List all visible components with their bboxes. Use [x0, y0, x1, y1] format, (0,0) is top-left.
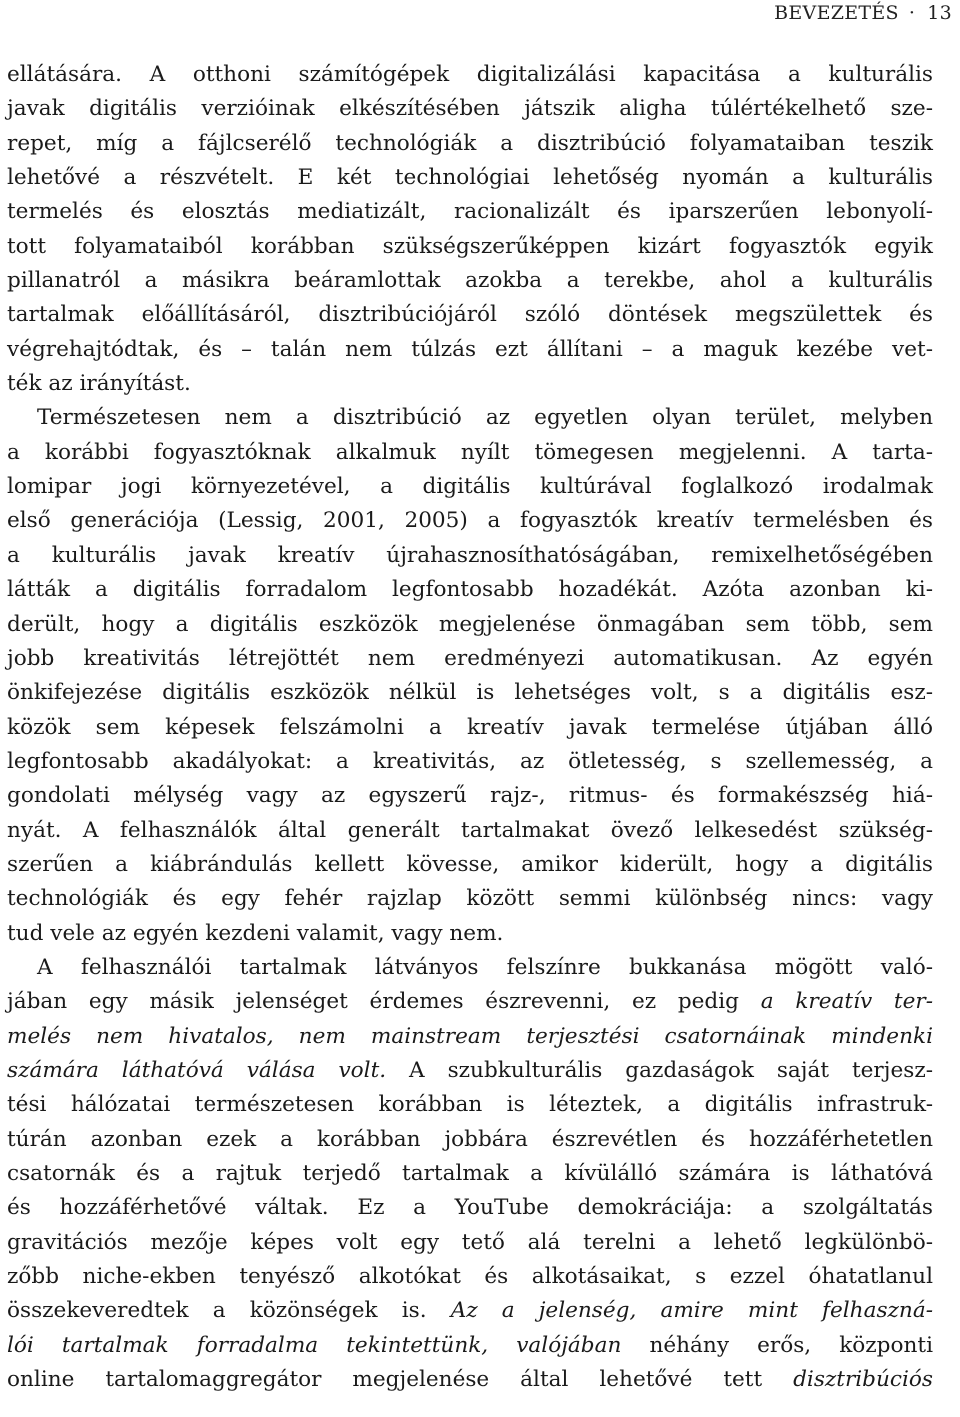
text-segment: szerűen a kiábrándulás kellett kövesse, amikor kiderült, hogy a digitális: [7, 851, 933, 877]
paragraph: [7, 58, 933, 401]
text-segment: jában egy másik jelenséget érdemes észrevenni, ez pedig: [7, 989, 761, 1015]
text-line: [7, 1329, 933, 1363]
text-line: [7, 1226, 933, 1260]
text-line: [7, 230, 933, 264]
text-line: [7, 985, 933, 1019]
text-segment: önkifejezése digitális eszközök nélkül is lehetséges volt, s a digitális esz-: [7, 680, 933, 706]
text-line: [7, 195, 933, 229]
text-line: [7, 917, 933, 951]
text-line: [7, 127, 933, 161]
text-segment: csatornák és a rajtuk terjedő tartalmak a kívülálló számára is láthatóvá: [7, 1161, 933, 1186]
text-line: [7, 1123, 933, 1157]
text-segment: gondolati mélység vagy az egyszerű rajz-, ritmus- és formakészség hiá-: [7, 783, 933, 809]
text-segment: zőbb niche-ekben tenyésző alkotókat és alkotásaikat, s ezzel óhatatlanul: [7, 1264, 933, 1290]
text-segment: ték az irányítást.: [7, 371, 191, 397]
text-line: [7, 436, 933, 470]
text-line: [7, 608, 933, 642]
text-segment: nyát. A felhasználók által generált tartalmakat övező lelkesedést szükség-: [7, 817, 933, 843]
text-line: [7, 470, 933, 504]
italic-text: melés nem hivatalos, nem mainstream terjesztési csatornáinak mindenki: [7, 1023, 933, 1049]
text-line: [7, 1363, 933, 1397]
page-number: 13: [927, 2, 952, 24]
text-line: [7, 1020, 933, 1054]
text-line: [7, 676, 933, 710]
text-segment: tott folyamataiból korábban szükségszerűképpen kizárt fogyasztók egyik: [7, 233, 933, 259]
text-segment: Természetesen nem a disztribúció az egyetlen olyan terület, melyben: [37, 405, 933, 431]
text-segment: pillanatról a másikra beáramlottak azokba a terekbe, ahol a kulturális: [7, 268, 933, 294]
running-head: [774, 2, 952, 24]
text-segment: online tartalomaggregátor megjelenése által lehetővé tett: [7, 1367, 794, 1393]
running-head-section: BEVEZETÉS: [774, 2, 899, 24]
text-segment: repet, míg a fájlcserélő technológiák a disztribúció folyamataiban teszik: [7, 130, 933, 156]
text-line: [7, 539, 933, 573]
text-line: [7, 161, 933, 195]
text-segment: technológiák és egy fehér rajzlap között semmi különbség nincs: vagy: [7, 886, 933, 912]
text-segment: a korábbi fogyasztóknak alkalmuk nyílt tömegesen megjelenni. A tarta-: [7, 439, 933, 465]
text-line: [7, 951, 933, 985]
text-segment: tud vele az egyén kezdeni valamit, vagy nem.: [7, 920, 504, 946]
text-segment: látták a digitális forradalom legfontosabb hozadékát. Azóta azonban ki-: [7, 577, 933, 603]
italic-text: Az a jelenség, amire mint felhaszná-: [450, 1298, 933, 1324]
text-segment: lehetővé a részvételt. E két technológiai lehetőség nyomán a kulturális: [7, 165, 933, 191]
text-line: [7, 848, 933, 882]
text-line: [7, 1191, 933, 1225]
text-segment: A felhasználói tartalmak látványos felszínre bukkanása mögött való-: [37, 954, 933, 980]
text-line: [7, 298, 933, 332]
text-segment: ellátására. A otthoni számítógépek digitalizálási kapacitása a kulturális: [7, 62, 933, 87]
italic-text: számára láthatóvá válása volt.: [7, 1057, 387, 1083]
running-head-separator: ·: [908, 2, 916, 24]
text-segment: és hozzáférhetővé váltak. Ez a YouTube demokráciája: a szolgáltatás: [7, 1195, 933, 1221]
text-segment: lomipar jogi környezetével, a digitális kultúrával foglalkozó irodalmak: [7, 474, 933, 500]
text-segment: javak digitális verzióinak elkészítésében játszik aligha túlértékelhető sze-: [7, 96, 933, 122]
text-line: [7, 711, 933, 745]
text-segment: tartalmak előállításáról, disztribúciójáról szóló döntések megszülettek és: [7, 302, 933, 328]
text-segment: tési hálózatai természetesen korábban is léteztek, a digitális infrastruk-: [7, 1092, 933, 1118]
text-segment: végrehajtódtak, és – talán nem túlzás ezt állítani – a maguk kezébe vet-: [7, 336, 933, 362]
text-line: [7, 1088, 933, 1122]
text-line: [7, 333, 933, 367]
text-line: [7, 573, 933, 607]
italic-text: a kreatív ter-: [760, 989, 933, 1015]
text-line: [7, 504, 933, 538]
paragraph: [7, 951, 933, 1397]
text-line: [7, 642, 933, 676]
text-line: [7, 1294, 933, 1328]
text-line: [7, 92, 933, 126]
text-segment: legfontosabb akadályokat: a kreativitás, az ötletesség, s szellemesség, a: [7, 748, 933, 774]
text-segment: a kulturális javak kreatív újrahasznosíthatóságában, remixelhetőségében: [7, 542, 933, 568]
text-line: [7, 1054, 933, 1088]
text-segment: A szubkulturális gazdaságok saját terjesz-: [386, 1057, 933, 1083]
text-line: [7, 367, 933, 401]
text-segment: gravitációs mezője képes volt egy tető alá terelni a lehető legkülönbö-: [7, 1229, 933, 1255]
italic-text: disztribúciós: [793, 1367, 933, 1393]
paragraph: [7, 401, 933, 951]
italic-text: lói tartalmak forradalma tekintettünk, valójában: [7, 1332, 622, 1358]
text-segment: jobb kreativitás létrejöttét nem eredményezi automatikusan. Az egyén: [7, 645, 933, 671]
text-line: [7, 1260, 933, 1294]
text-line: [7, 779, 933, 813]
text-line: [7, 401, 933, 435]
text-segment: túrán azonban ezek a korábban jobbára észrevétlen és hozzáférhetetlen: [7, 1126, 933, 1152]
text-line: [7, 58, 933, 92]
page-body: [7, 58, 933, 1397]
text-line: [7, 1157, 933, 1191]
text-line: [7, 814, 933, 848]
text-segment: termelés és elosztás mediatizált, racionalizált és iparszerűen lebonyolí-: [7, 199, 933, 225]
text-segment: derült, hogy a digitális eszközök megjelenése önmagában sem több, sem: [7, 611, 933, 637]
text-line: [7, 264, 933, 298]
text-line: [7, 882, 933, 916]
text-segment: első generációja (Lessig, 2001, 2005) a fogyasztók kreatív termelésben és: [7, 508, 933, 534]
text-segment: közök sem képesek felszámolni a kreatív javak termelése útjában álló: [7, 714, 933, 740]
text-segment: néhány erős, központi: [621, 1332, 933, 1358]
text-segment: összekeveredtek a közönségek is.: [7, 1298, 451, 1324]
text-line: [7, 745, 933, 779]
